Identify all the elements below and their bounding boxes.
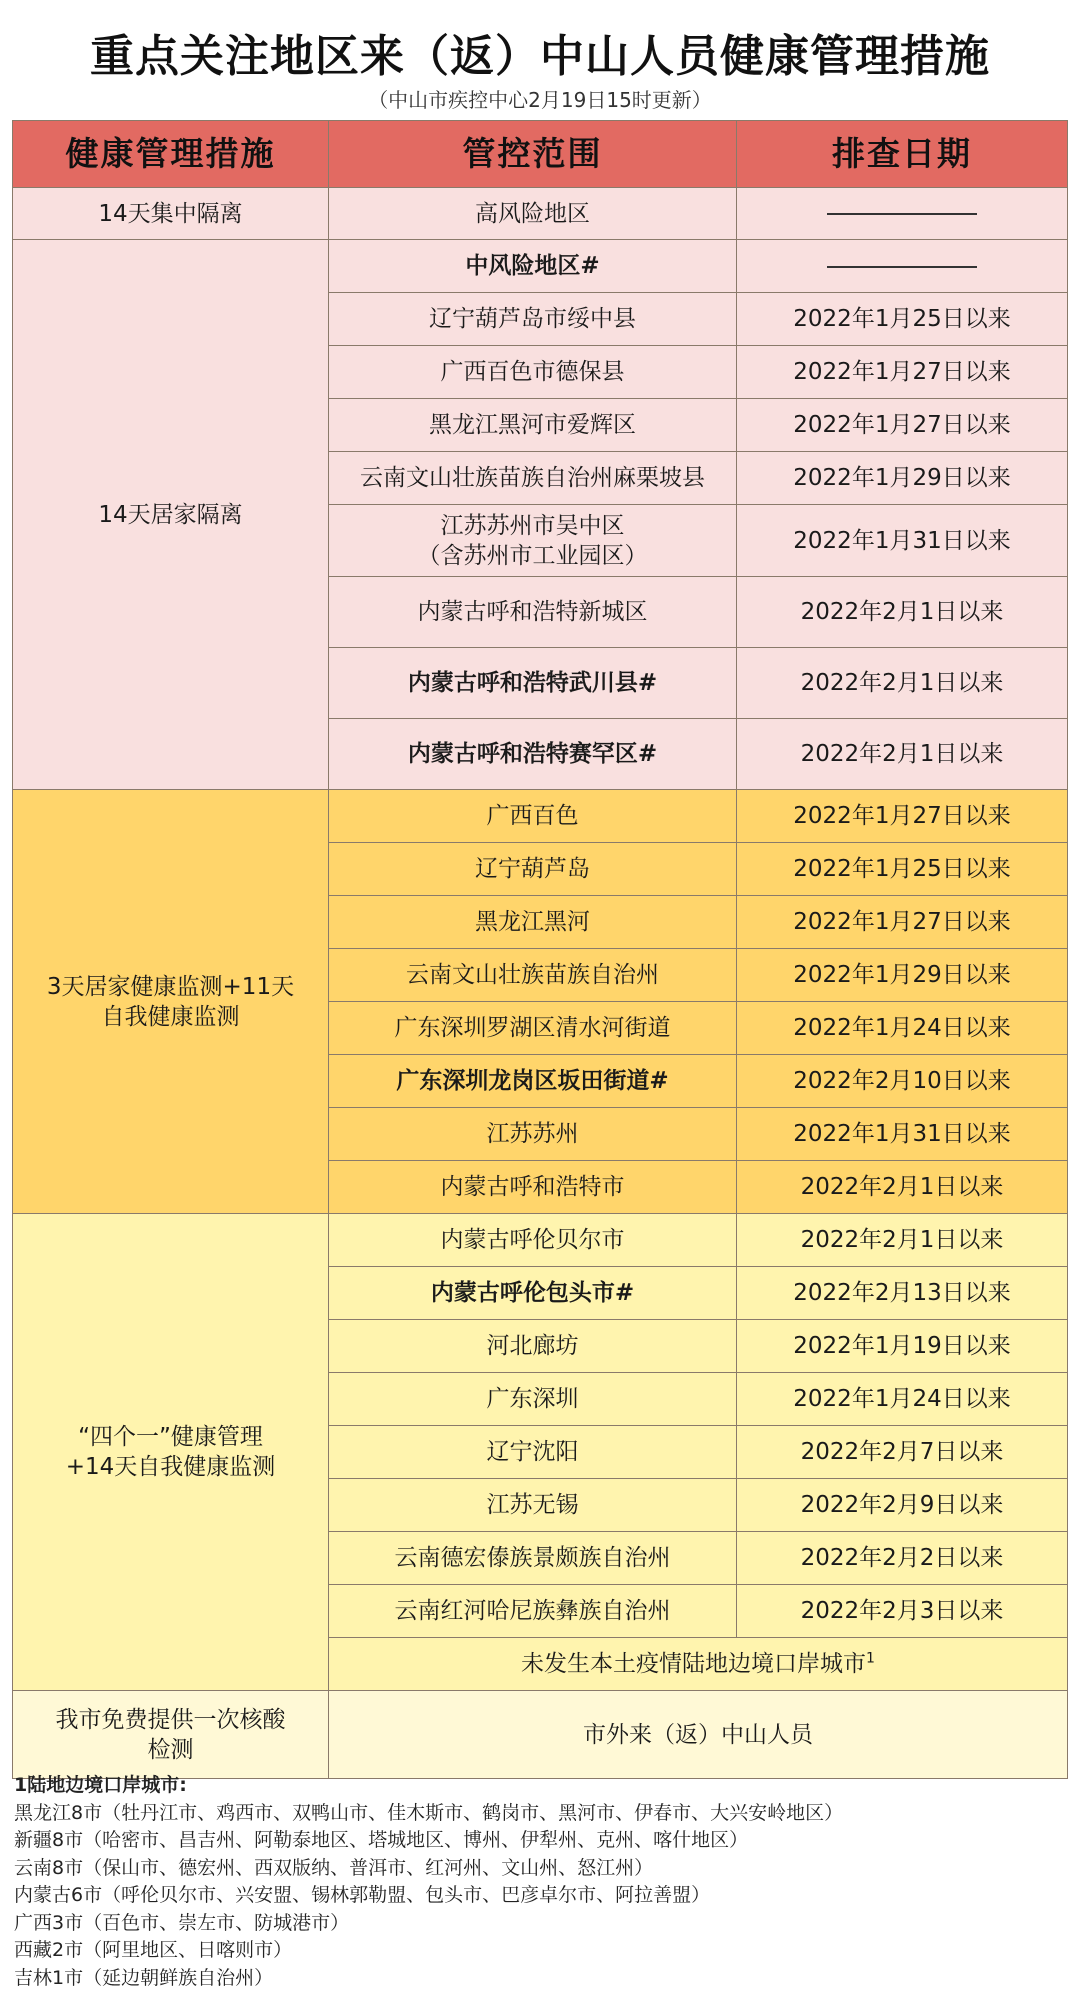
measure-cell: 14天居家隔离 [13, 240, 329, 790]
date-cell [737, 188, 1068, 240]
area-cell: 广西百色市德保县 [329, 346, 737, 399]
measure-cell [13, 790, 329, 1214]
date-cell: 2022年2月13日以来 [737, 1267, 1068, 1320]
date-cell: 2022年1月24日以来 [737, 1002, 1068, 1055]
area-cell: 内蒙古呼和浩特新城区 [329, 577, 737, 648]
page-subtitle: （中山市疾控中心2月19日15时更新） [368, 88, 712, 112]
measure-line-2: 自我健康监测 [101, 1003, 240, 1030]
footnote-line: 西藏2市（阿里地区、日喀则市） [14, 1939, 293, 1961]
footnote-line: 黑龙江8市（牡丹江市、鸡西市、双鸭山市、佳木斯市、鹤岗市、黑河市、伊春市、大兴安岭地区） [14, 1801, 844, 1824]
date-cell: 2022年2月7日以来 [737, 1426, 1068, 1479]
date-cell: 2022年2月1日以来 [737, 577, 1068, 648]
date-cell: 2022年1月27日以来 [737, 790, 1068, 843]
footnote-marker: 1 [866, 1650, 875, 1667]
area-cell: 辽宁葫芦岛 [329, 843, 737, 896]
area-cell: 云南红河哈尼族彝族自治州 [329, 1585, 737, 1638]
table-row [13, 790, 1068, 843]
table-row [13, 188, 1068, 240]
area-cell: 广东深圳罗湖区清水河街道 [329, 1002, 737, 1055]
area-cell: 内蒙古呼和浩特市 [329, 1161, 737, 1214]
area-cell: 辽宁沈阳 [329, 1426, 737, 1479]
area-line-2: （含苏州市工业园区） [417, 542, 648, 569]
area-cell: 广东深圳 [329, 1373, 737, 1426]
span-area-cell: 市外来（返）中山人员 [329, 1691, 1068, 1779]
footnote-heading: 1陆地边境口岸城市: [14, 1774, 187, 1796]
date-cell: 2022年1月25日以来 [737, 293, 1068, 346]
table-row [13, 1214, 1068, 1267]
dash-mark [827, 266, 977, 268]
area-cell: 江苏苏州 [329, 1108, 737, 1161]
area-cell: 高风险地区 [329, 188, 737, 240]
page-title: 重点关注地区来（返）中山人员健康管理措施 [90, 31, 990, 82]
table-row [13, 1691, 1068, 1779]
date-cell: 2022年1月27日以来 [737, 399, 1068, 452]
area-cell: 中风险地区# [329, 240, 737, 293]
date-cell: 2022年2月1日以来 [737, 719, 1068, 790]
table-row [13, 240, 1068, 293]
date-cell: 2022年2月2日以来 [737, 1532, 1068, 1585]
date-cell: 2022年2月1日以来 [737, 1214, 1068, 1267]
date-cell: 2022年1月27日以来 [737, 346, 1068, 399]
area-cell: 广西百色 [329, 790, 737, 843]
area-cell: 内蒙古呼和浩特赛罕区# [329, 719, 737, 790]
date-cell: 2022年1月29日以来 [737, 949, 1068, 1002]
date-cell: 2022年2月9日以来 [737, 1479, 1068, 1532]
footnote-line: 吉林1市（延边朝鲜族自治州） [14, 1966, 274, 1989]
dash-mark [827, 213, 977, 215]
footnote [14, 1772, 1064, 1992]
measure-line-1: “四个一”健康管理 [78, 1424, 263, 1450]
footnote-line: 广西3市（百色市、崇左市、防城港市） [14, 1911, 350, 1934]
area-cell: 江苏无锡 [329, 1479, 737, 1532]
area-cell: 黑龙江黑河 [329, 896, 737, 949]
area-cell: 内蒙古呼伦包头市# [329, 1267, 737, 1320]
date-cell: 2022年2月1日以来 [737, 648, 1068, 719]
date-cell: 2022年2月10日以来 [737, 1055, 1068, 1108]
area-cell [329, 505, 737, 577]
date-cell: 2022年2月3日以来 [737, 1585, 1068, 1638]
measure-line-2: 检测 [147, 1736, 194, 1763]
area-cell: 河北廊坊 [329, 1320, 737, 1373]
area-cell: 广东深圳龙岗区坂田街道# [329, 1055, 737, 1108]
area-line-1: 江苏苏州市吴中区 [440, 512, 625, 539]
health-measures-table [12, 120, 1068, 1779]
date-cell: 2022年1月27日以来 [737, 896, 1068, 949]
header-date: 排查日期 [737, 121, 1068, 188]
date-cell: 2022年1月19日以来 [737, 1320, 1068, 1373]
area-cell: 黑龙江黑河市爱辉区 [329, 399, 737, 452]
area-cell: 辽宁葫芦岛市绥中县 [329, 293, 737, 346]
table-header-row [13, 121, 1068, 188]
date-cell: 2022年2月1日以来 [737, 1161, 1068, 1214]
date-cell: 2022年1月31日以来 [737, 505, 1068, 577]
date-cell: 2022年1月24日以来 [737, 1373, 1068, 1426]
span-area-text: 未发生本土疫情陆地边境口岸城市 [521, 1651, 867, 1677]
area-cell: 内蒙古呼和浩特武川县# [329, 648, 737, 719]
area-cell: 云南文山壮族苗族自治州 [329, 949, 737, 1002]
date-cell: 2022年1月25日以来 [737, 843, 1068, 896]
measure-line-2: +14天自我健康监测 [65, 1454, 276, 1480]
area-cell: 云南德宏傣族景颇族自治州 [329, 1532, 737, 1585]
area-cell: 内蒙古呼伦贝尔市 [329, 1214, 737, 1267]
footnote-line: 新疆8市（哈密市、昌吉州、阿勒泰地区、塔城地区、博州、伊犁州、克州、喀什地区） [14, 1829, 749, 1851]
date-cell: 2022年1月29日以来 [737, 452, 1068, 505]
measure-line-1: 3天居家健康监测+11天 [46, 973, 295, 1000]
header-measure: 健康管理措施 [13, 121, 329, 188]
measure-line-1: 我市免费提供一次核酸 [55, 1706, 286, 1733]
date-cell [737, 240, 1068, 293]
date-cell: 2022年1月31日以来 [737, 1108, 1068, 1161]
measure-cell [13, 1691, 329, 1779]
header-scope: 管控范围 [329, 121, 737, 188]
footnote-line: 云南8市（保山市、德宏州、西双版纳、普洱市、红河州、文山州、怒江州） [14, 1856, 654, 1879]
span-area-cell [329, 1638, 1068, 1691]
area-cell: 云南文山壮族苗族自治州麻栗坡县 [329, 452, 737, 505]
measure-cell [13, 1214, 329, 1691]
footnote-line: 内蒙古6市（呼伦贝尔市、兴安盟、锡林郭勒盟、包头市、巴彦卓尔市、阿拉善盟） [14, 1884, 711, 1906]
measure-cell: 14天集中隔离 [13, 188, 329, 240]
